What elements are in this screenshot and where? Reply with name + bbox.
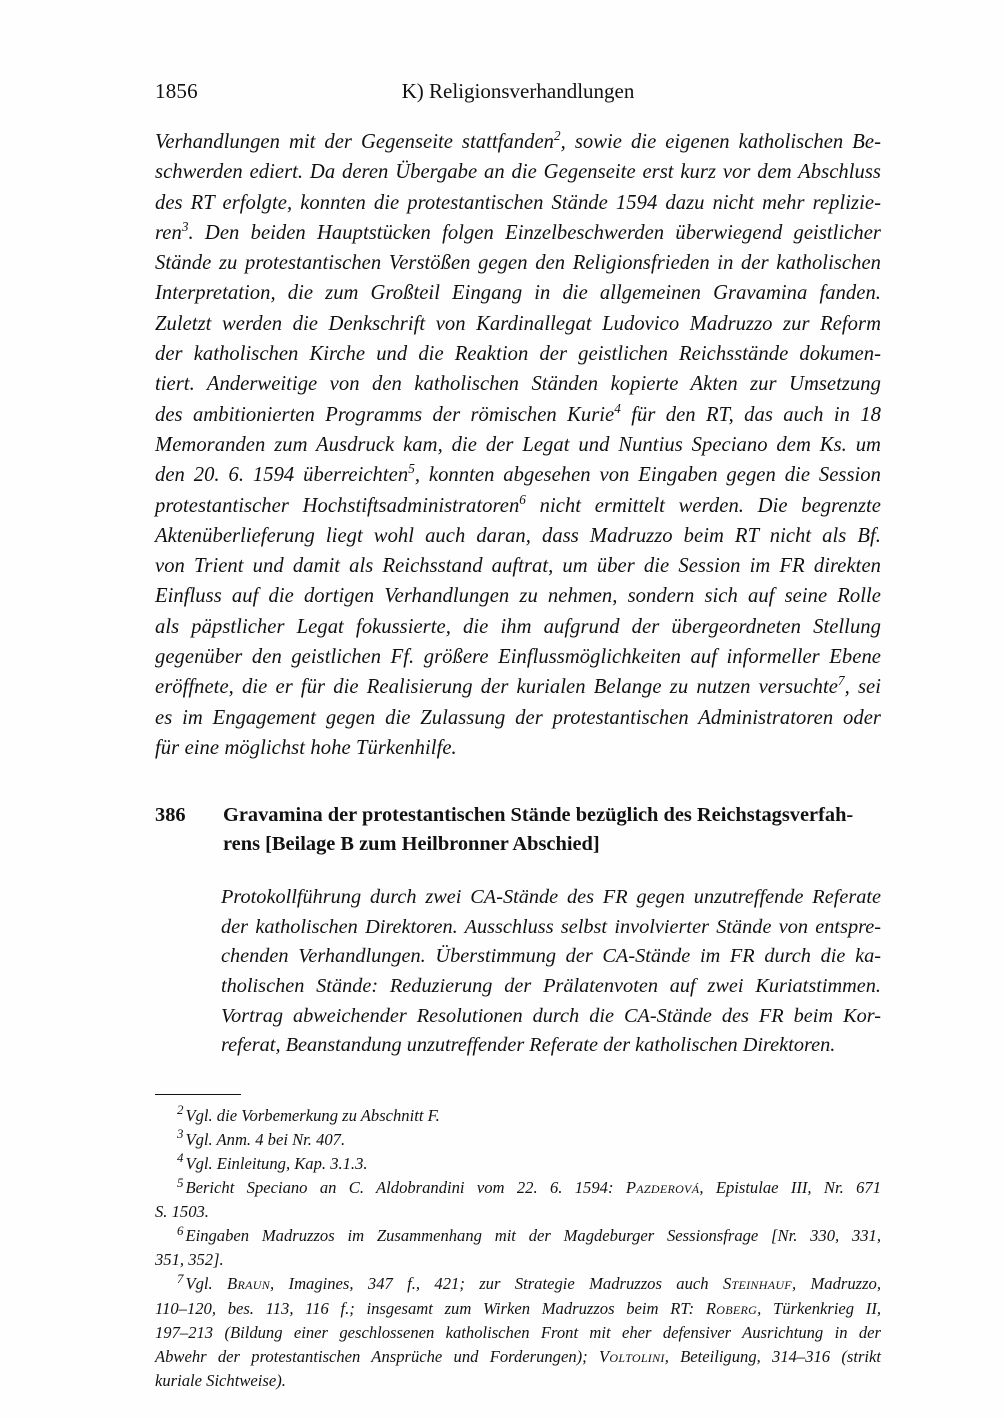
- footnote-3: [155, 1128, 881, 1152]
- body-line: Verhandlungen mit der Gegenseite stattfanden$^2$, sowie die eigenen katholischen Be-: [155, 128, 881, 153]
- footnote-number-5[interactable]: 5: [177, 1174, 184, 1190]
- footnote-7: [155, 1272, 881, 1392]
- footnote-marker-7[interactable]: 7: [837, 673, 845, 689]
- section-title-line-2: rens [Beilage B zum Heilbronner Abschied]: [223, 833, 600, 856]
- footnote-text: , Madruzzo,: [791, 1274, 881, 1294]
- body-line: Zuletzt werden die Denkschrift von Kardinallegat Ludovico Madruzzo zur Reform: [155, 312, 881, 335]
- footnote-6: [155, 1224, 881, 1272]
- body-paragraph: [155, 127, 881, 763]
- body-line: ren$^3$. Den beiden Hauptstücken folgen Einzelbeschwerden überwiegend geistlicher: [155, 219, 881, 244]
- regest-line: chenden Verhandlungen. Überstimmung der CA-Stände im FR durch die ka-: [221, 945, 881, 968]
- regest-line: tholischen Stände: Reduzierung der Prälatenvoten auf zwei Kuriatstimmen.: [221, 975, 881, 998]
- regest-line: Vortrag abweichender Resolutionen durch die CA-Stände des FR beim Kor-: [221, 1004, 881, 1027]
- body-line: des RT erfolgte, konnten die protestantischen Stände 1594 dazu nicht mehr replizie-: [155, 191, 881, 214]
- footnote-text: , Türkenkrieg II,: [757, 1298, 881, 1318]
- body-line: gegenüber den geistlichen Ff. größere Einflussmöglichkeiten auf informeller Ebene: [155, 646, 881, 669]
- footnote-line: 197–213 (Bildung einer geschlossenen katholischen Front mit eher defensiver Ausrichtung in der: [155, 1322, 881, 1342]
- footnote-number-7[interactable]: 7: [177, 1270, 184, 1286]
- body-line: tiert. Anderweitige von den katholischen Ständen kopierte Akten zur Umsetzung: [155, 373, 881, 396]
- section-number: 386: [155, 804, 186, 827]
- regest-line: referat, Beanstandung unzutreffender Referate der katholischen Direktoren.: [221, 1034, 836, 1057]
- page-content: [155, 0, 881, 1393]
- footnote-2: [155, 1104, 881, 1128]
- footnote-text: , Epistulae III, Nr. 671: [699, 1178, 881, 1198]
- footnote-line: [155, 1345, 881, 1369]
- footnote-line: S. 1503.: [155, 1202, 209, 1222]
- footnote-marker-2[interactable]: 2: [554, 128, 561, 144]
- footnotes-block: [155, 1104, 881, 1393]
- body-line: Stände zu protestantischen Verstößen gegen den Religionsfrieden in der katholischen: [155, 252, 881, 275]
- body-line: es im Engagement gegen die Zulassung der protestantischen Administratoren oder: [155, 706, 881, 729]
- footnote-line: [155, 1272, 881, 1296]
- footnote-marker-5[interactable]: 5: [408, 461, 415, 477]
- footnote-text: Vgl. Anm. 4 bei Nr. 407.: [185, 1129, 346, 1149]
- footnote-number-3[interactable]: 3: [177, 1126, 184, 1142]
- footnote-marker-6[interactable]: 6: [519, 491, 526, 507]
- body-line: Interpretation, die zum Großteil Eingang in die allgemeinen Gravamina fanden.: [155, 282, 881, 305]
- footnote-text: Bericht Speciano an C. Aldobrandini vom 22. 6. 1594:: [185, 1178, 626, 1198]
- regest-line: der katholischen Direktoren. Ausschluss selbst involvierter Stände von entspre-: [221, 915, 881, 938]
- body-line: schwerden ediert. Da deren Übergabe an die Gegenseite erst kurz vor dem Abschluss: [155, 161, 881, 184]
- body-line: von Trient und damit als Reichsstand auftrat, um über die Session im FR direkten: [155, 555, 881, 578]
- running-head-title: K) Religionsverhandlungen: [401, 79, 635, 103]
- footnote-text: Vgl. die Vorbemerkung zu Abschnitt F.: [185, 1105, 440, 1125]
- footnote-marker-4[interactable]: 4: [614, 400, 621, 416]
- body-line: Aktenüberlieferung liegt wohl auch daran, dass Madruzzo beim RT nicht als Bf.: [155, 524, 881, 547]
- footnote-author-name: Braun: [227, 1274, 271, 1294]
- footnote-text: Vgl. Einleitung, Kap. 3.1.3.: [185, 1153, 368, 1173]
- body-line: der katholischen Kirche und die Reaktion der geistlichen Reichsstände dokumen-: [155, 343, 881, 366]
- footnote-text: , Imagines, 347 f., 421; zur Strategie Madruzzos auch: [270, 1274, 723, 1294]
- page-folio-number: 1856: [155, 79, 198, 103]
- footnote-line: [155, 1297, 881, 1321]
- footnote-number-2[interactable]: 2: [177, 1102, 184, 1118]
- footnote-line: kuriale Sichtweise).: [155, 1370, 286, 1390]
- footnote-author-name: Roberg: [705, 1298, 758, 1318]
- regest-line: Protokollführung durch zwei CA-Stände des FR gegen unzutreffende Referate: [221, 886, 881, 909]
- footnote-number-4[interactable]: 4: [177, 1150, 184, 1166]
- footnote-separator-rule: [155, 1094, 241, 1095]
- footnote-text: 110–120, bes. 113, 116 f.; insgesamt zum Wirken Madruzzos beim RT:: [155, 1298, 706, 1318]
- running-head: [155, 76, 881, 106]
- footnote-4: [155, 1152, 881, 1176]
- body-line: Memoranden zum Ausdruck kam, die der Legat und Nuntius Speciano dem Ks. um: [155, 433, 881, 456]
- footnote-author-name: Voltolini: [598, 1346, 665, 1366]
- body-line: Einfluss auf die dortigen Verhandlungen zu nehmen, sondern sich auf seine Rolle: [155, 585, 881, 608]
- section-heading: [155, 801, 881, 859]
- footnote-marker-3[interactable]: 3: [181, 219, 189, 235]
- footnote-text: Abwehr der protestantischen Ansprüche und Forderungen);: [155, 1346, 599, 1366]
- section-title-line-1: Gravamina der protestantischen Stände bezüglich des Reichstagsverfah-: [223, 804, 854, 827]
- body-line: protestantischer Hochstiftsadministratoren$^6$ nicht ermittelt werden. Die begrenzte: [155, 491, 881, 517]
- body-line: den 20. 6. 1594 überreichten$^5$, konnten abgesehen von Eingaben gegen die Session: [155, 461, 881, 487]
- footnote-text: Eingaben Madruzzos im Zusammenhang mit der Magdeburger Sessionsfrage [Nr. 330, 331,: [185, 1226, 881, 1246]
- footnote-text: Vgl.: [185, 1274, 228, 1294]
- footnote-line: 351, 352].: [155, 1250, 224, 1270]
- footnote-5: [155, 1176, 881, 1224]
- footnote-number-6[interactable]: 6: [177, 1222, 184, 1238]
- regest-summary: [221, 883, 881, 1061]
- footnote-line: [155, 1224, 881, 1248]
- footnote-line: [155, 1176, 881, 1200]
- body-line: des ambitionierten Programms der römischen Kurie$^4$ für den RT, das auch in 18: [155, 400, 881, 426]
- footnote-author-name: Pazderová: [625, 1178, 700, 1198]
- body-line: als päpstlicher Legat fokussierte, die ihm aufgrund der übergeordneten Stellung: [155, 615, 881, 638]
- footnote-text: , Beteiligung, 314–316 (strikt: [664, 1346, 882, 1366]
- footnote-author-name: Steinhauf: [722, 1274, 792, 1294]
- body-line: für eine möglichst hohe Türkenhilfe.: [155, 736, 457, 759]
- body-line: eröffnete, die er für die Realisierung der kurialen Belange zu nutzen versuchte$^7$, sei: [155, 673, 881, 699]
